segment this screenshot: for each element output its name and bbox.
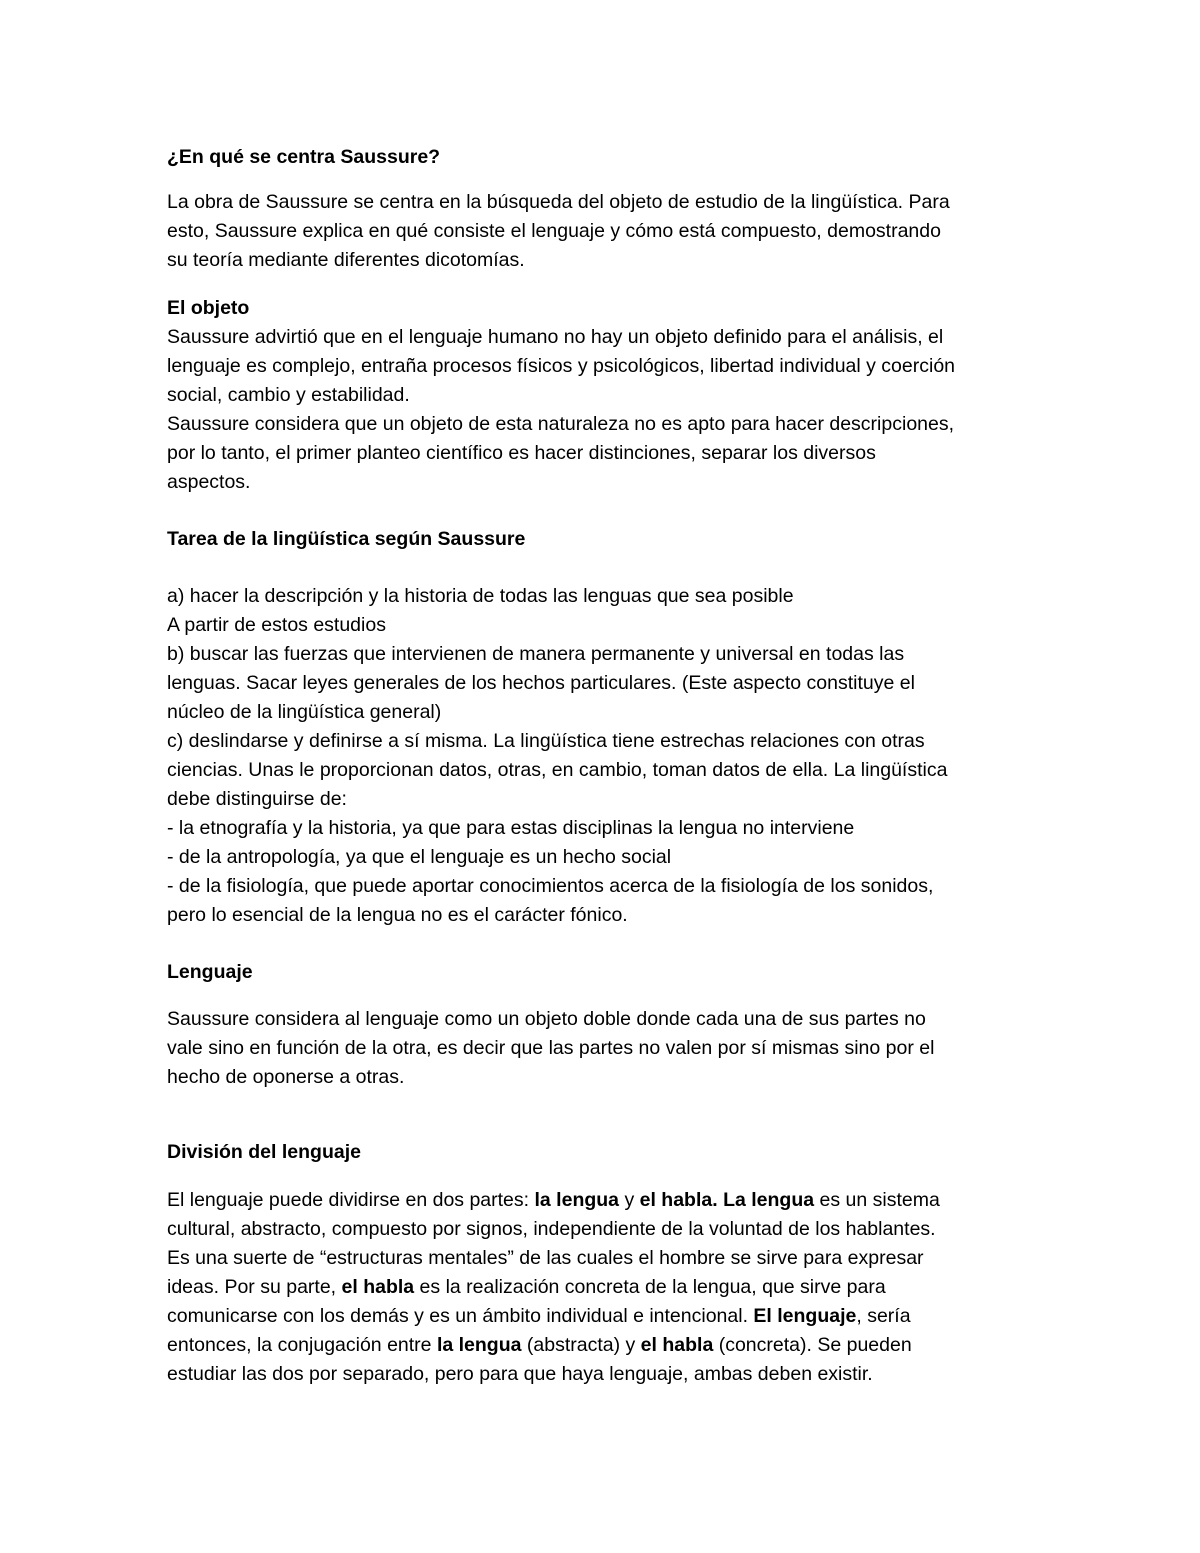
list-line: a) hacer la descripción y la historia de todas las lenguas que sea posible	[167, 585, 794, 607]
text-run: cultural, abstracto, compuesto por signos, independiente de la voluntad de los hablantes.	[167, 1218, 936, 1240]
paragraph-line	[167, 1186, 940, 1215]
paragraph-line: Saussure considera que un objeto de esta naturaleza no es apto para hacer descripciones,	[167, 413, 955, 435]
bold-term: el habla	[341, 1276, 415, 1298]
paragraph-line	[167, 1302, 911, 1331]
text-run: El lenguaje puede dividirse en dos partes:	[167, 1189, 535, 1211]
text-run: (abstracta) y	[521, 1334, 641, 1356]
list-line: núcleo de la lingüística general)	[167, 701, 442, 723]
text-run: estudiar las dos por separado, pero para que haya lenguaje, ambas deben existir.	[167, 1363, 873, 1385]
list-line: - de la fisiología, que puede aportar conocimientos acerca de la fisiología de los sonidos,	[167, 875, 934, 897]
paragraph-line: hecho de oponerse a otras.	[167, 1066, 405, 1088]
paragraph-line: social, cambio y estabilidad.	[167, 384, 410, 406]
list-line: debe distinguirse de:	[167, 788, 347, 810]
list-line: lenguas. Sacar leyes generales de los hechos particulares. (Este aspecto constituye el	[167, 672, 915, 694]
list-line: - la etnografía y la historia, ya que para estas disciplinas la lengua no interviene	[167, 817, 855, 839]
bold-term: la lengua	[436, 1334, 522, 1356]
list-line: c) deslindarse y definirse a sí misma. La lingüística tiene estrechas relaciones con otras	[167, 730, 925, 752]
text-run: es un sistema	[814, 1189, 940, 1211]
section-heading-lenguaje: Lenguaje	[167, 961, 253, 983]
text-run: (concreta). Se pueden	[713, 1334, 912, 1356]
paragraph-line: vale sino en función de la otra, es decir que las partes no valen por sí mismas sino por el	[167, 1037, 935, 1059]
list-line: b) buscar las fuerzas que intervienen de manera permanente y universal en todas las	[167, 643, 905, 665]
paragraph-line	[167, 1360, 873, 1389]
paragraph-line: lenguaje es complejo, entraña procesos físicos y psicológicos, libertad individual y coerción	[167, 355, 956, 377]
paragraph-line: Saussure advirtió que en el lenguaje humano no hay un objeto definido para el análisis, el	[167, 326, 944, 348]
bold-term: El lenguaje	[753, 1305, 857, 1327]
section-heading-question: ¿En qué se centra Saussure?	[167, 146, 441, 168]
paragraph-line	[167, 1244, 924, 1273]
bold-term: el habla	[640, 1334, 714, 1356]
text-run: y	[619, 1189, 640, 1211]
text-run: comunicarse con los demás y es un ámbito individual e intencional.	[167, 1305, 754, 1327]
paragraph-line: esto, Saussure explica en qué consiste el lenguaje y cómo está compuesto, demostrando	[167, 220, 941, 242]
list-line: - de la antropología, ya que el lenguaje es un hecho social	[167, 846, 672, 868]
text-run: es la realización concreta de la lengua, que sirve para	[414, 1276, 886, 1298]
paragraph-line	[167, 1331, 912, 1360]
list-line: ciencias. Unas le proporcionan datos, otras, en cambio, toman datos de ella. La lingüística	[167, 759, 948, 781]
section-heading-tarea: Tarea de la lingüística según Saussure	[167, 528, 526, 550]
text-run: , sería	[856, 1305, 911, 1327]
section-heading-objeto: El objeto	[167, 297, 250, 319]
list-line: A partir de estos estudios	[167, 614, 386, 636]
text-run: Es una suerte de “estructuras mentales” de las cuales el hombre se sirve para expresar	[167, 1247, 924, 1269]
paragraph-line: Saussure considera al lenguaje como un objeto doble donde cada una de sus partes no	[167, 1008, 926, 1030]
paragraph-line: La obra de Saussure se centra en la búsqueda del objeto de estudio de la lingüística. Para	[167, 191, 950, 213]
paragraph-line	[167, 1215, 936, 1244]
section-heading-division: División del lenguaje	[167, 1141, 361, 1163]
paragraph-line: su teoría mediante diferentes dicotomías.	[167, 249, 525, 271]
bold-term: el habla. La lengua	[639, 1189, 815, 1211]
text-run: entonces, la conjugación entre	[167, 1334, 437, 1356]
paragraph-line: aspectos.	[167, 471, 251, 493]
list-line: pero lo esencial de la lengua no es el carácter fónico.	[167, 904, 628, 926]
bold-term: la lengua	[534, 1189, 620, 1211]
paragraph-line: por lo tanto, el primer planteo científico es hacer distinciones, separar los diversos	[167, 442, 876, 464]
text-run: ideas. Por su parte,	[167, 1276, 342, 1298]
paragraph-line	[167, 1273, 886, 1302]
